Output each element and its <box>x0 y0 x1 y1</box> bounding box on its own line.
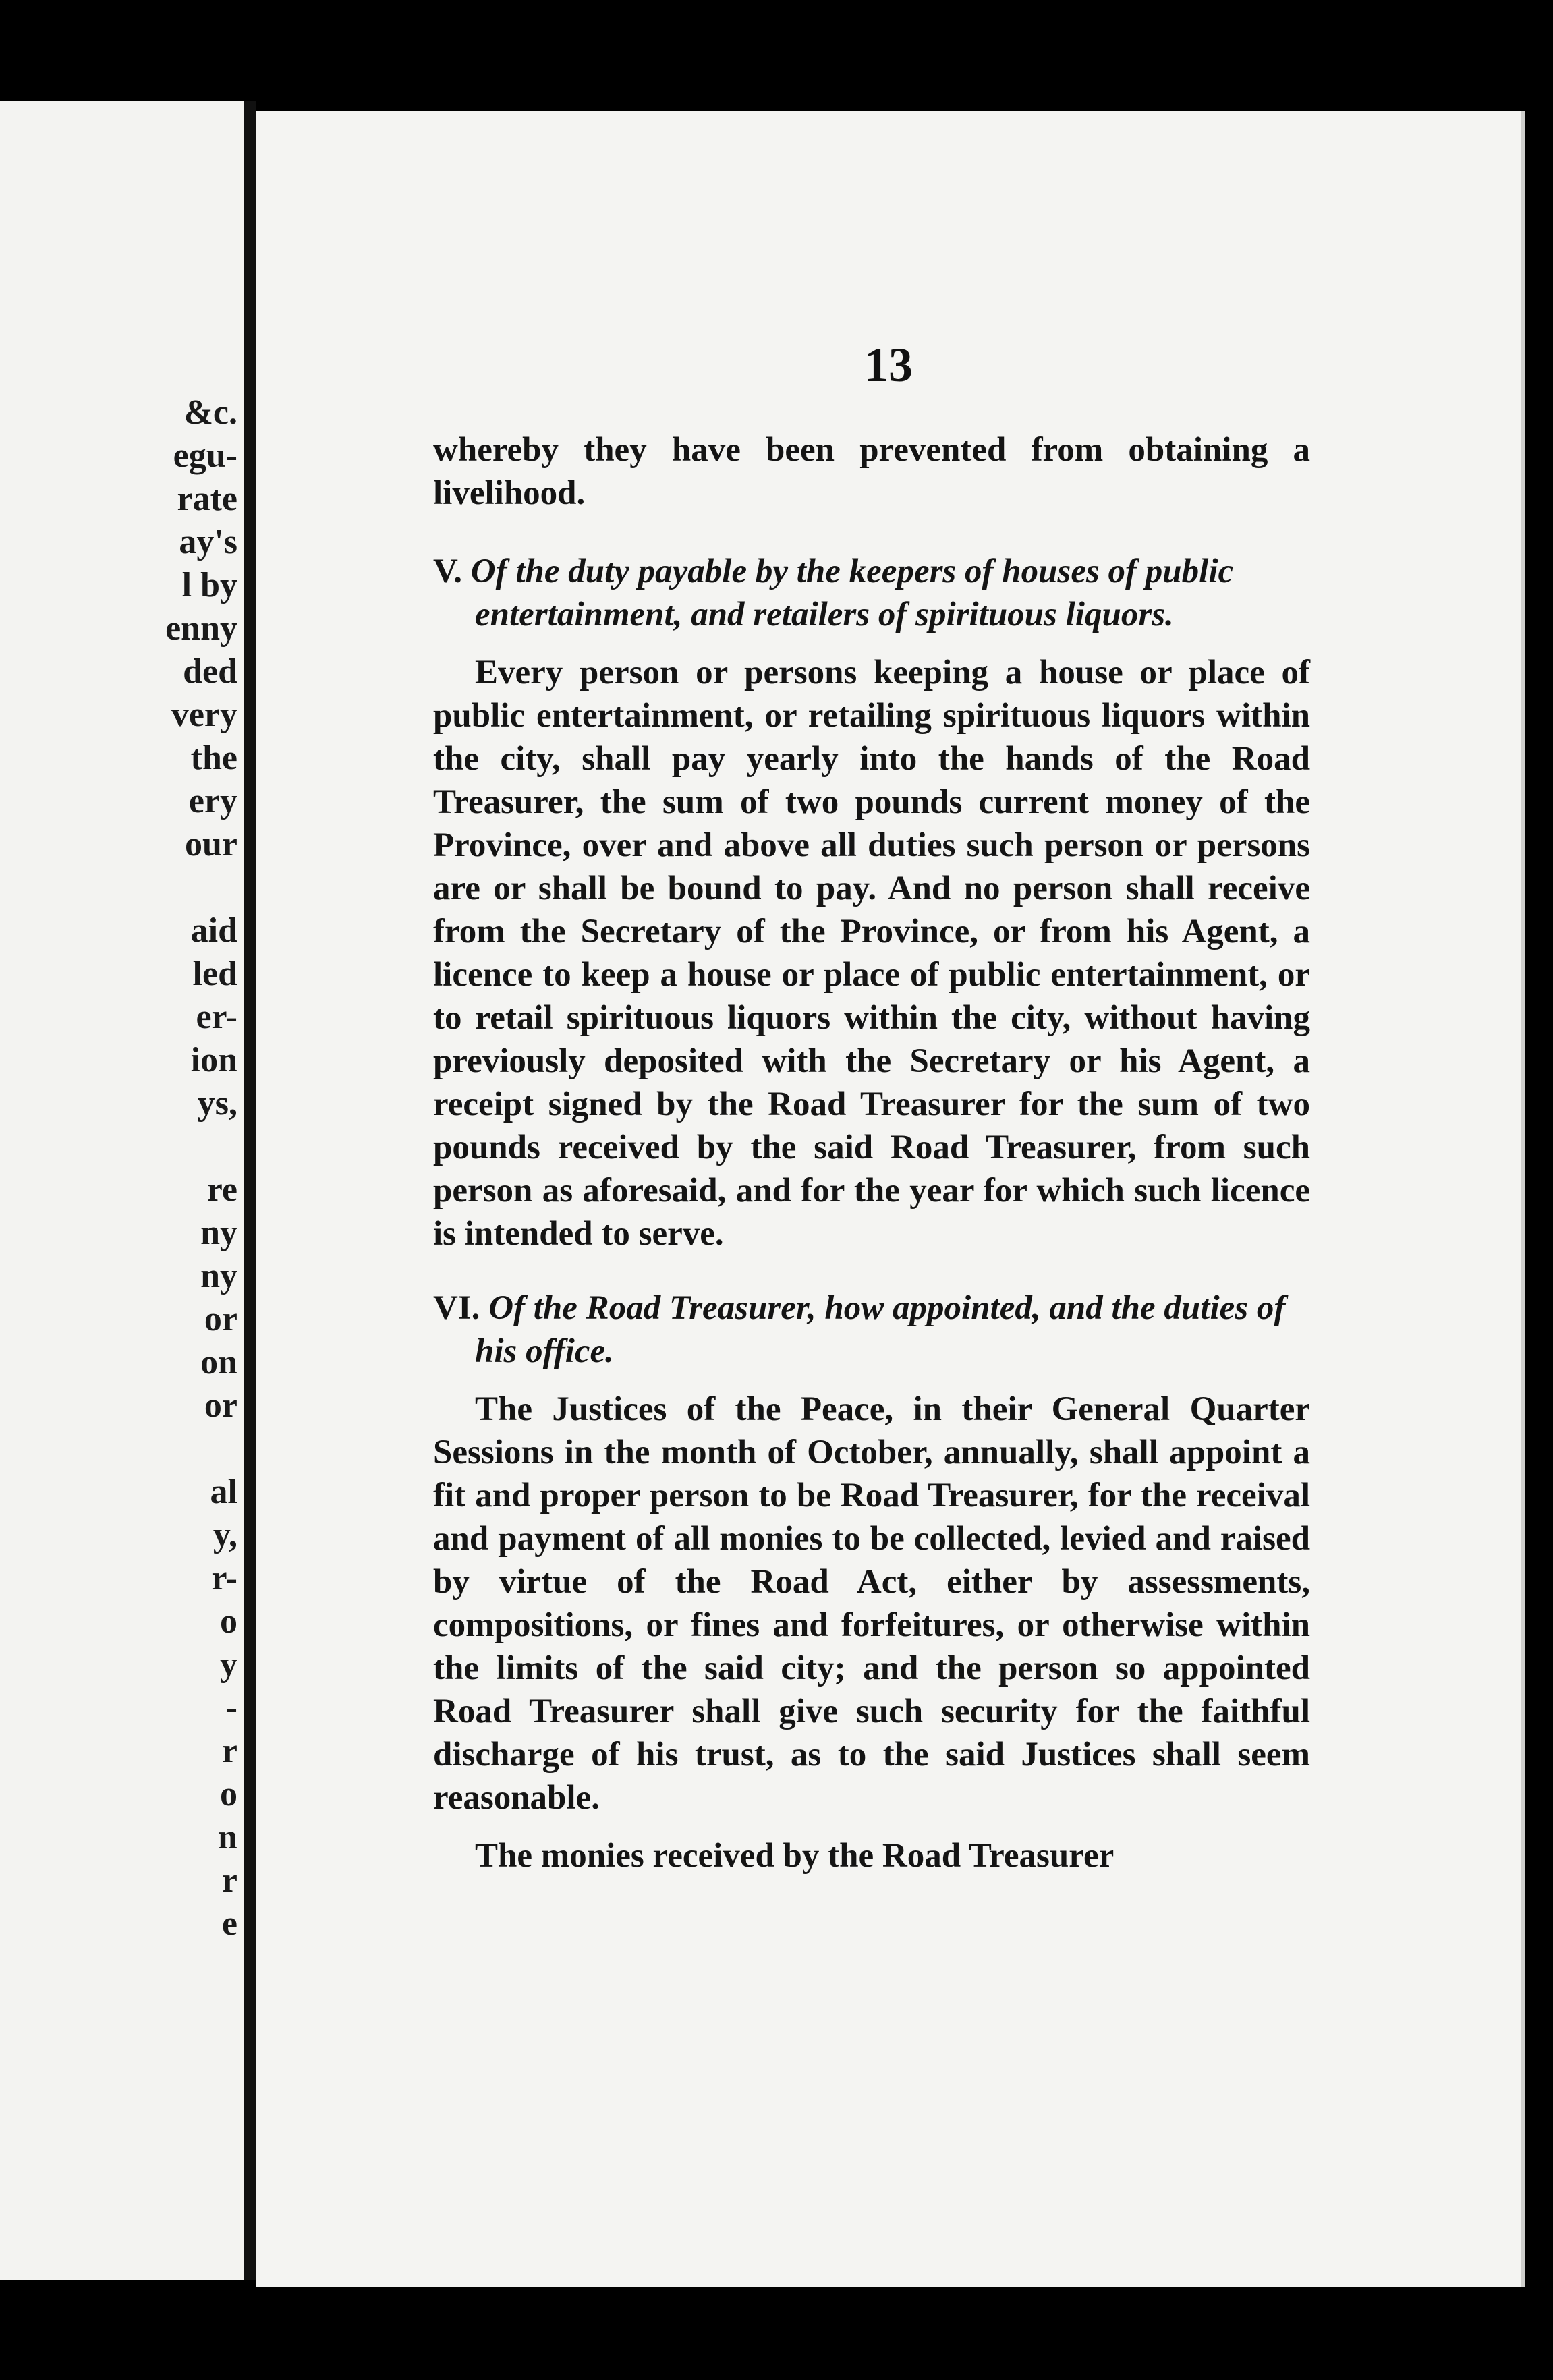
left-fragment: or <box>204 1386 237 1425</box>
section-vi-title: Of the Road Treasurer, how appointed, and the duties of his office. <box>475 1289 1286 1370</box>
left-fragment: ded <box>183 652 237 691</box>
left-fragment: enny <box>165 609 237 648</box>
left-fragment: our <box>185 825 237 863</box>
left-fragment: e <box>221 1904 237 1943</box>
left-fragment: - <box>225 1689 237 1727</box>
left-fragment: ay's <box>179 523 237 561</box>
left-fragment: o <box>220 1775 237 1813</box>
left-fragment: r- <box>211 1559 237 1597</box>
left-fragment: o <box>220 1602 237 1641</box>
left-fragment <box>165 1427 237 1471</box>
left-fragment: r <box>221 1732 237 1770</box>
left-fragment: r <box>221 1861 237 1900</box>
left-fragment: l by <box>181 566 237 604</box>
section-vi-numeral: VI. <box>433 1289 480 1327</box>
left-fragment <box>165 1125 237 1168</box>
left-fragment: y, <box>213 1516 237 1554</box>
left-fragment: n <box>218 1818 237 1857</box>
left-fragment: the <box>190 739 237 777</box>
section-v-paragraph: Every person or persons keeping a house or place of public entertainment, or retailing spirituous liquors within the city, shall pay yearly into the hands of the Road Treasurer, the sum of two pounds current money of the Province, over and above all duties such person or persons are or shall be bound to pay. And no person shall receive from the Secretary of the Province, or from his Agent, a licence to keep a house or place of public entertainment, or to retail spirituous liquors within the city, without having previously deposited with the Secretary or his Agent, a receipt signed by the Road Treasurer for the sum of two pounds received by the said Road Treasurer, from such person as aforesaid, and for the year for which such licence is intended to serve. <box>433 654 1310 1253</box>
left-page-text-fragments <box>165 391 237 1946</box>
left-fragment: ys, <box>197 1084 237 1123</box>
left-fragment: egu- <box>173 436 237 475</box>
left-fragment <box>165 866 237 909</box>
right-page <box>256 111 1525 2287</box>
left-fragment: al <box>210 1473 237 1511</box>
left-fragment: ion <box>190 1041 237 1079</box>
left-fragment: ery <box>188 782 237 820</box>
left-fragment: or <box>204 1300 237 1338</box>
left-fragment: er- <box>196 998 237 1036</box>
left-fragment: re <box>206 1170 237 1209</box>
left-fragment: led <box>192 955 237 993</box>
section-v-numeral: V. <box>433 552 463 590</box>
left-fragment: y <box>220 1645 237 1684</box>
book-spine <box>244 101 256 2280</box>
left-page <box>0 101 244 2280</box>
section-vi-paragraph-1: The Justices of the Peace, in their General Quarter Sessions in the month of October, annually, shall appoint a fit and proper person to be Road Treasurer, for the receival and payment of all monies to be collected, levied and raised by virtue of the Road Act, either by assessments, compositions, or fines and forfeitures, or otherwise within the limits of the said city; and the person so appointed Road Treasurer shall give such security for the faithful discharge of his trust, as to the said Justices shall seem reasonable. <box>433 1390 1310 1817</box>
page-number: 13 <box>864 338 913 392</box>
left-fragment: rate <box>177 480 237 518</box>
intro-paragraph: whereby they have been prevented from obtaining a livelihood. <box>433 431 1310 512</box>
section-vi-heading <box>433 1286 1310 1373</box>
left-fragment: ny <box>200 1257 237 1295</box>
left-fragment: aid <box>190 911 237 950</box>
left-fragment: on <box>200 1343 237 1382</box>
section-v-title: Of the duty payable by the keepers of houses of public entertainment, and retailers of spirituous liquors. <box>470 552 1234 633</box>
left-fragment: &c. <box>183 393 237 432</box>
text-column <box>433 428 1310 1877</box>
left-fragment: ny <box>200 1214 237 1252</box>
left-fragment: very <box>171 696 237 734</box>
section-v-heading <box>433 550 1310 636</box>
section-vi-paragraph-2: The monies received by the Road Treasurer <box>475 1837 1114 1875</box>
